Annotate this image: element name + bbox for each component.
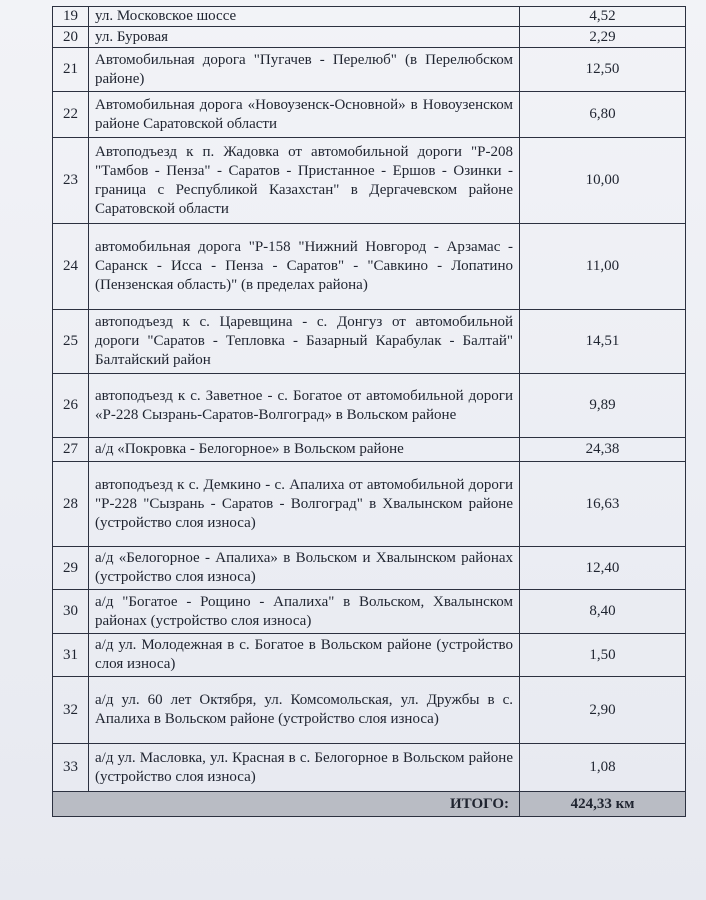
row-number: 24	[53, 224, 89, 310]
road-name: а/д «Покровка - Белогорное» в Вольском районе	[89, 438, 520, 462]
roads-table	[52, 6, 686, 817]
table-row	[53, 27, 686, 48]
road-name: а/д «Белогорное - Апалиха» в Вольском и Хвалынском районах (устройство слоя износа)	[89, 547, 520, 590]
road-length: 1,50	[520, 634, 686, 677]
road-length: 24,38	[520, 438, 686, 462]
road-length: 6,80	[520, 92, 686, 138]
row-number: 19	[53, 7, 89, 27]
road-name: Автомобильная дорога «Новоузенск-Основной» в Новоузенском районе Саратовской области	[89, 92, 520, 138]
table-row	[53, 138, 686, 224]
table-row	[53, 224, 686, 310]
road-length: 4,52	[520, 7, 686, 27]
row-number: 26	[53, 374, 89, 438]
road-length: 16,63	[520, 462, 686, 547]
road-name: автомобильная дорога "Р-158 "Нижний Новгород - Арзамас - Саранск - Исса - Пенза - Саратов" - "Савкино - Лопатино (Пензенская область)" (в пределах района)	[89, 224, 520, 310]
road-name: а/д ул. 60 лет Октября, ул. Комсомольская, ул. Дружбы в с. Апалиха в Вольском районе (устройство слоя износа)	[89, 677, 520, 744]
table-row	[53, 7, 686, 27]
row-number: 23	[53, 138, 89, 224]
road-name: а/д "Богатое - Рощино - Апалиха" в Вольском, Хвалынском районах (устройство слоя износа)	[89, 590, 520, 634]
table-row	[53, 438, 686, 462]
road-length: 11,00	[520, 224, 686, 310]
total-value: 424,33 км	[520, 792, 686, 817]
row-number: 31	[53, 634, 89, 677]
road-length: 2,90	[520, 677, 686, 744]
table-row	[53, 462, 686, 547]
road-name: а/д ул. Молодежная в с. Богатое в Вольском районе (устройство слоя износа)	[89, 634, 520, 677]
row-number: 30	[53, 590, 89, 634]
row-number: 22	[53, 92, 89, 138]
road-length: 14,51	[520, 310, 686, 374]
road-name: ул. Буровая	[89, 27, 520, 48]
road-length: 1,08	[520, 744, 686, 792]
row-number: 28	[53, 462, 89, 547]
road-name: Автомобильная дорога "Пугачев - Перелюб" (в Перелюбском районе)	[89, 48, 520, 92]
table-row	[53, 634, 686, 677]
table-row	[53, 48, 686, 92]
road-length: 8,40	[520, 590, 686, 634]
total-row	[53, 792, 686, 817]
table-row	[53, 547, 686, 590]
row-number: 25	[53, 310, 89, 374]
table-row	[53, 310, 686, 374]
row-number: 27	[53, 438, 89, 462]
road-name: Автоподъезд к п. Жадовка от автомобильной дороги "Р-208 "Тамбов - Пенза" - Саратов - Пристанное - Ершов - Озинки - граница с Республикой Казахстан" в Дергачевском районе Саратовской области	[89, 138, 520, 224]
road-name: ул. Московское шоссе	[89, 7, 520, 27]
road-name: автоподъезд к с. Демкино - с. Апалиха от автомобильной дороги "Р-228 "Сызрань - Саратов - Волгоград" в Хвалынском районе (устройство слоя износа)	[89, 462, 520, 547]
road-name: автоподъезд к с. Царевщина - с. Донгуз от автомобильной дороги "Саратов - Тепловка - Базарный Карабулак - Балтай" Балтайский район	[89, 310, 520, 374]
road-name: автоподъезд к с. Заветное - с. Богатое от автомобильной дороги «Р-228 Сызрань-Саратов-Волгоград» в Вольском районе	[89, 374, 520, 438]
table-row	[53, 92, 686, 138]
table-row	[53, 374, 686, 438]
road-name: а/д ул. Масловка, ул. Красная в с. Белогорное в Вольском районе (устройство слоя износа)	[89, 744, 520, 792]
table-row	[53, 677, 686, 744]
row-number: 33	[53, 744, 89, 792]
table-row	[53, 744, 686, 792]
row-number: 29	[53, 547, 89, 590]
total-label: ИТОГО:	[53, 792, 520, 817]
road-length: 10,00	[520, 138, 686, 224]
road-length: 2,29	[520, 27, 686, 48]
table-row	[53, 590, 686, 634]
road-length: 12,50	[520, 48, 686, 92]
road-length: 9,89	[520, 374, 686, 438]
road-length: 12,40	[520, 547, 686, 590]
row-number: 20	[53, 27, 89, 48]
row-number: 32	[53, 677, 89, 744]
row-number: 21	[53, 48, 89, 92]
